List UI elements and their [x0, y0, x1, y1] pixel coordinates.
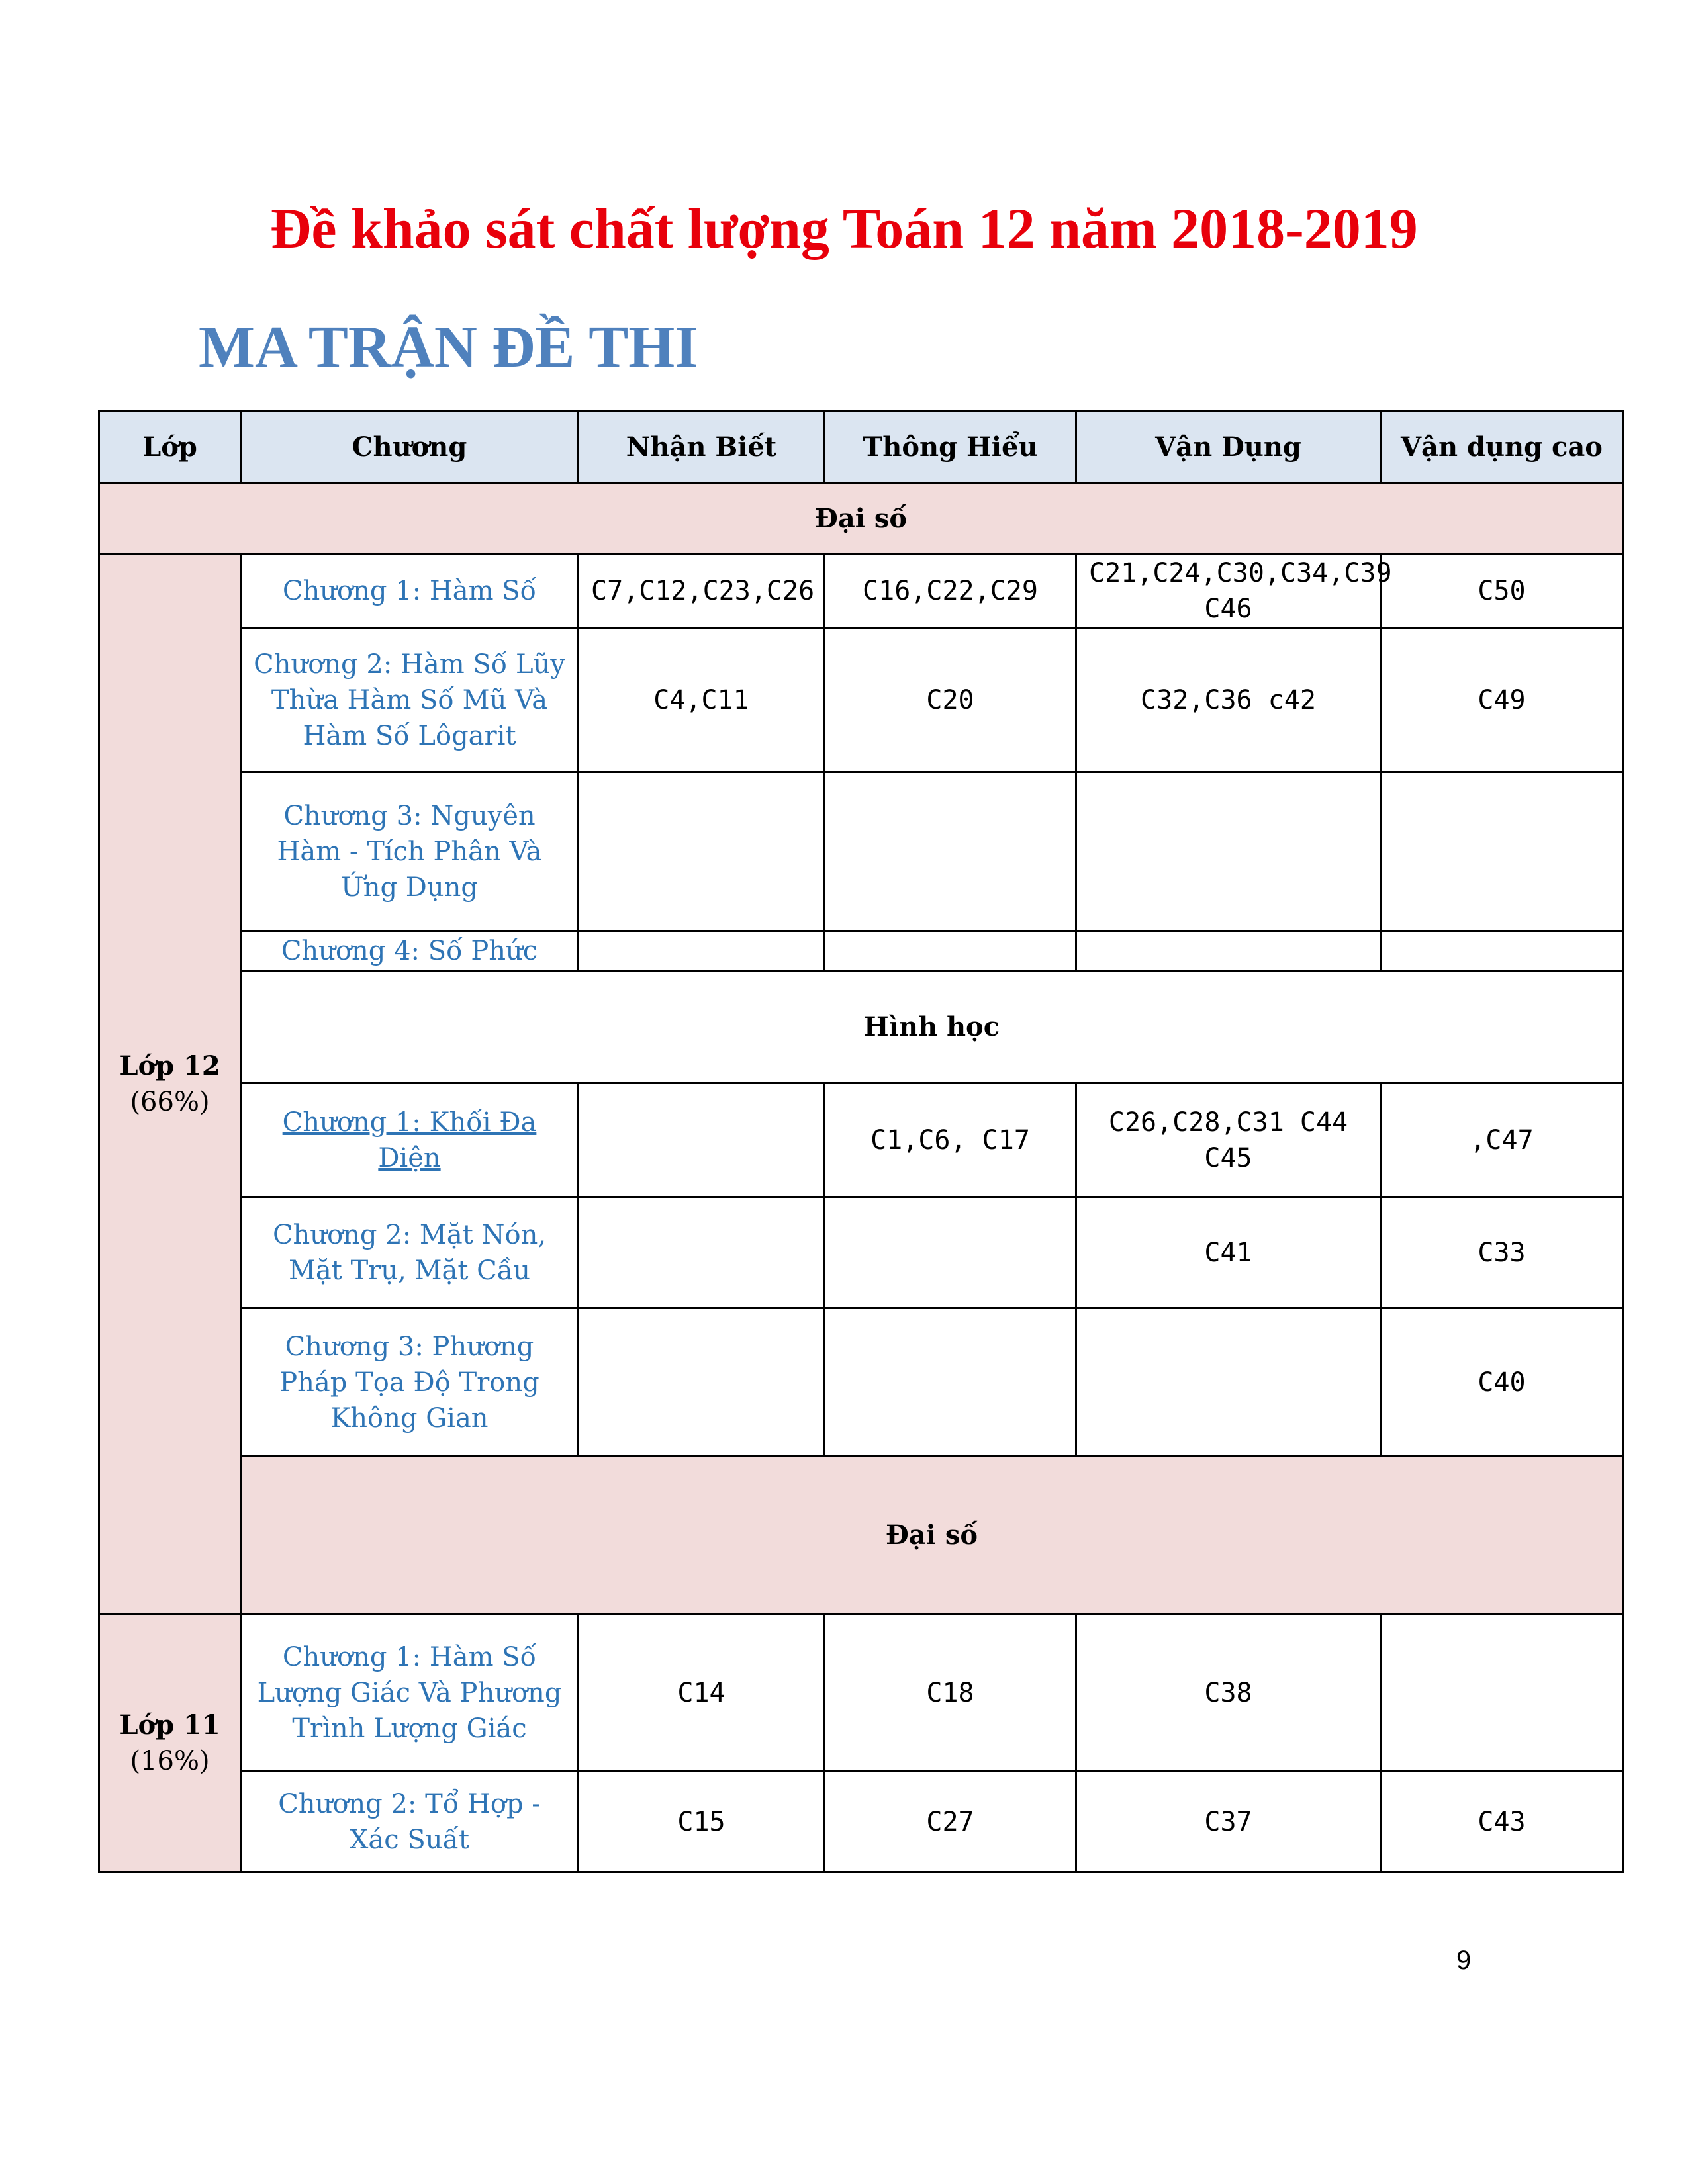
chapter-link[interactable]: Chương 1: Khối Đa Diện	[282, 1107, 537, 1173]
advanced-application-cell: C33	[1381, 1197, 1623, 1308]
understanding-cell	[825, 931, 1076, 971]
recognition-cell: C7,C12,C23,C26	[579, 555, 825, 628]
advanced-application-cell: C50	[1381, 555, 1623, 628]
table-row	[99, 931, 1623, 971]
advanced-application-cell	[1381, 931, 1623, 971]
header-row	[99, 412, 1623, 483]
understanding-cell: C20	[825, 628, 1076, 772]
understanding-cell	[825, 772, 1076, 931]
recognition-cell	[579, 1308, 825, 1457]
chapter-cell: Chương 1: Hàm Số Lượng Giác Và Phương Trình Lượng Giác	[241, 1614, 579, 1772]
chapter-cell: Chương 3: Phương Pháp Tọa Độ Trong Không Gian	[241, 1308, 579, 1457]
application-cell: C37	[1076, 1772, 1381, 1872]
recognition-cell	[579, 931, 825, 971]
grade-percent: (16%)	[130, 1745, 210, 1776]
document-title: Đề khảo sát chất lượng Toán 12 năm 2018-2019	[270, 197, 1418, 260]
recognition-cell: C15	[579, 1772, 825, 1872]
grade-name: Lớp 12	[119, 1050, 220, 1081]
table-row	[99, 1083, 1623, 1197]
recognition-cell: C4,C11	[579, 628, 825, 772]
chapter-cell: Chương 1: Hàm Số	[241, 555, 579, 628]
table-row	[99, 1772, 1623, 1872]
application-cell: C38	[1076, 1614, 1381, 1772]
application-cell: C32,C36 c42	[1076, 628, 1381, 772]
recognition-cell	[579, 1083, 825, 1197]
recognition-cell: C14	[579, 1614, 825, 1772]
band-algebra-11: Đại số	[241, 1457, 1623, 1614]
application-cell	[1076, 772, 1381, 931]
header-grade: Lớp	[99, 412, 241, 483]
understanding-cell: C16,C22,C29	[825, 555, 1076, 628]
chapter-cell: Chương 2: Hàm Số Lũy Thừa Hàm Số Mũ Và Hàm Số Lôgarit	[241, 628, 579, 772]
understanding-cell	[825, 1197, 1076, 1308]
advanced-application-cell: ,C47	[1381, 1083, 1623, 1197]
page-number: 9	[1456, 1946, 1472, 1975]
application-cell: C21,C24,C30,C34,C39 C46	[1076, 555, 1381, 628]
band-geometry-12: Hình học	[241, 971, 1623, 1083]
application-cell	[1076, 931, 1381, 971]
section-title: MA TRẬN ĐỀ THI	[199, 314, 698, 380]
grade-cell-12	[99, 555, 241, 1614]
understanding-cell: C1,C6, C17	[825, 1083, 1076, 1197]
band-algebra-12: Đại số	[99, 483, 1623, 555]
grade-name: Lớp 11	[119, 1709, 220, 1741]
advanced-application-cell	[1381, 772, 1623, 931]
chapter-cell: Chương 2: Tổ Hợp - Xác Suất	[241, 1772, 579, 1872]
band-row	[99, 483, 1623, 555]
header-understanding: Thông Hiểu	[825, 412, 1076, 483]
table-row	[99, 1308, 1623, 1457]
band-row	[99, 971, 1623, 1083]
header-advanced-application: Vận dụng cao	[1381, 412, 1623, 483]
advanced-application-cell: C43	[1381, 1772, 1623, 1872]
table-row	[99, 628, 1623, 772]
application-cell: C41	[1076, 1197, 1381, 1308]
understanding-cell	[825, 1308, 1076, 1457]
header-application: Vận Dụng	[1076, 412, 1381, 483]
recognition-cell	[579, 772, 825, 931]
grade-cell-11	[99, 1614, 241, 1872]
grade-percent: (66%)	[130, 1087, 210, 1117]
advanced-application-cell: C49	[1381, 628, 1623, 772]
table-row	[99, 555, 1623, 628]
chapter-cell: Chương 4: Số Phức	[241, 931, 579, 971]
band-row	[99, 1457, 1623, 1614]
understanding-cell: C27	[825, 1772, 1076, 1872]
exam-matrix-table	[98, 410, 1624, 1873]
understanding-cell: C18	[825, 1614, 1076, 1772]
table-row	[99, 1614, 1623, 1772]
advanced-application-cell: C40	[1381, 1308, 1623, 1457]
recognition-cell	[579, 1197, 825, 1308]
application-cell: C26,C28,C31 C44 C45	[1076, 1083, 1381, 1197]
header-recognition: Nhận Biết	[579, 412, 825, 483]
table-row	[99, 1197, 1623, 1308]
chapter-cell: Chương 2: Mặt Nón, Mặt Trụ, Mặt Cầu	[241, 1197, 579, 1308]
header-chapter: Chương	[241, 412, 579, 483]
application-cell	[1076, 1308, 1381, 1457]
chapter-cell: Chương 3: Nguyên Hàm - Tích Phân Và Ứng Dụng	[241, 772, 579, 931]
advanced-application-cell	[1381, 1614, 1623, 1772]
chapter-cell[interactable]	[241, 1083, 579, 1197]
table-row	[99, 772, 1623, 931]
